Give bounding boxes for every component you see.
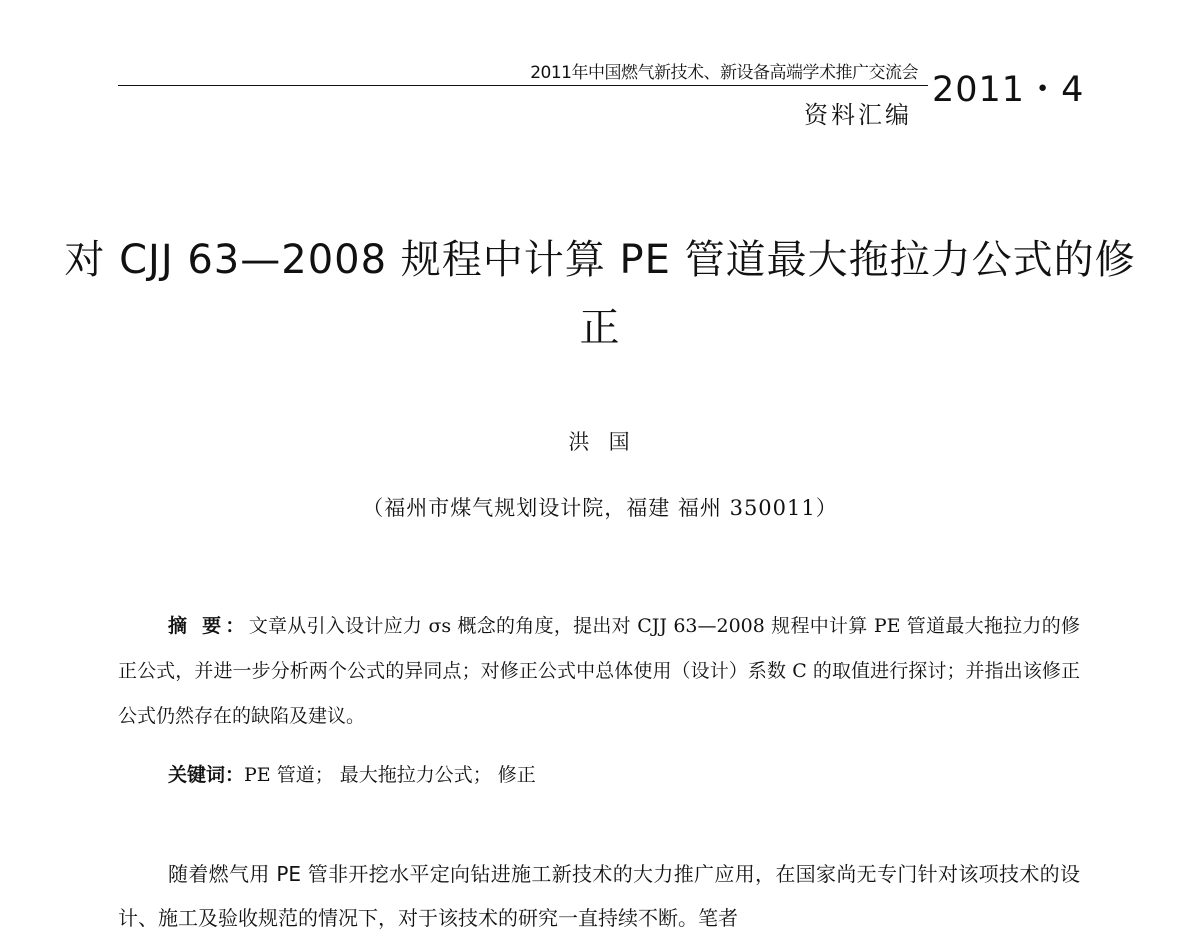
- header-rule: [118, 85, 928, 86]
- issue-number: 2011・4: [932, 70, 1085, 110]
- paper-title: 对 CJJ 63—2008 规程中计算 PE 管道最大拖拉力公式的修正: [64, 237, 1136, 351]
- abstract-text: 文章从引入设计应力 σs 概念的角度，提出对 CJJ 63—2008 规程中计算 PE 管道最大拖拉力的修正公式，并进一步分析两个公式的异同点；对修正公式中总体使用（设计）系数 C 的取值进行探讨；并指出该修正公式仍然存在的缺陷及建议。: [118, 615, 1080, 727]
- keywords-label: 关键词：: [168, 764, 245, 786]
- conference-header: 2011年中国燃气新技术、新设备高端学术推广交流会: [530, 63, 918, 83]
- affiliation: （福州市煤气规划设计院，福建 福州 350011）: [362, 496, 838, 520]
- author: 洪 国: [568, 430, 632, 454]
- keywords-text: PE 管道； 最大拖拉力公式； 修正: [244, 764, 536, 786]
- abstract: [118, 604, 1080, 739]
- abstract-label: 摘 要：: [168, 615, 249, 637]
- body-paragraph: 随着燃气用 PE 管非开挖水平定向钻进施工新技术的大力推广应用，在国家尚无专门针对该项技术的设计、施工及验收规范的情况下，对于该技术的研究一直持续不断。笔者: [118, 862, 1080, 930]
- compilation-subtitle: 资料汇编: [804, 101, 912, 129]
- keywords: [168, 760, 536, 787]
